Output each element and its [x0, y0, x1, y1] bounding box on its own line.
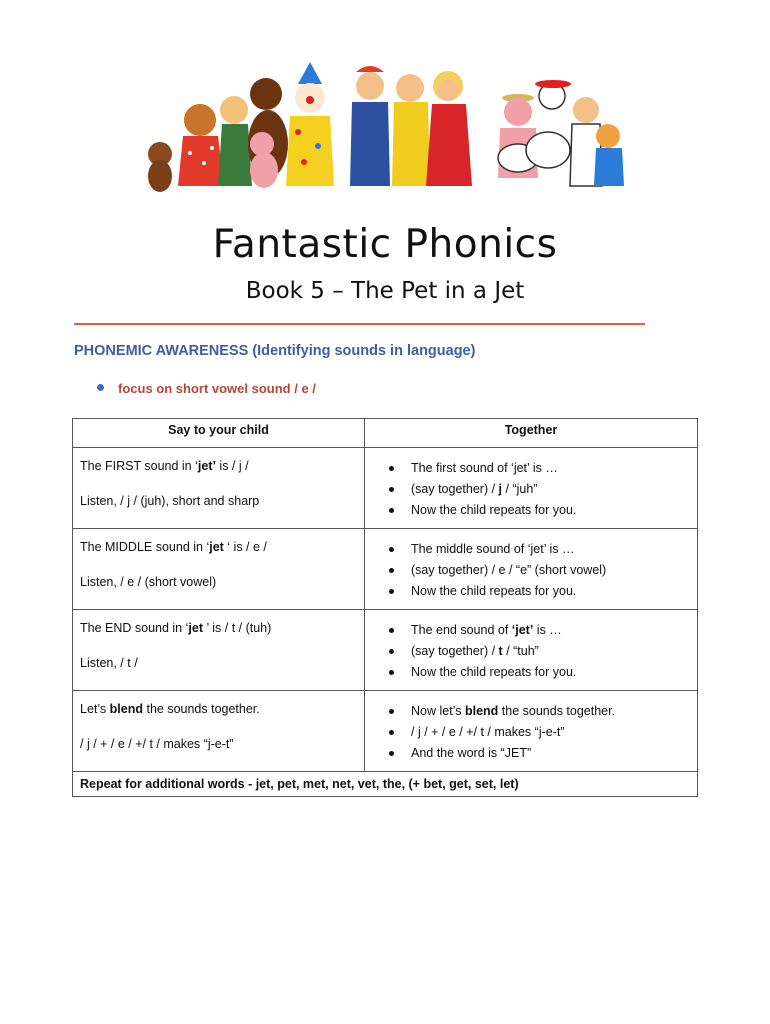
bullet-icon [97, 384, 104, 391]
list-item: Now the child repeats for you. [365, 581, 691, 602]
header-say-to-child: Say to your child [73, 419, 365, 448]
bullet-icon [389, 508, 394, 513]
list-item: Now the child repeats for you. [365, 500, 691, 521]
say-line: The MIDDLE sound in ‘jet ‘ is / e / [80, 540, 267, 554]
say-cell [73, 691, 365, 772]
bullet-icon [389, 466, 394, 471]
say-line: The END sound in ‘jet ’ is / t / (tuh) [80, 621, 272, 635]
focus-item-text: focus on short vowel sound / e / [118, 381, 316, 396]
together-cell [365, 448, 698, 529]
dog-figure [498, 80, 571, 172]
table-row [73, 529, 698, 610]
list-item: The end sound of ‘jet’ is … [365, 620, 691, 641]
page-title: Fantastic Phonics [212, 222, 558, 267]
title-divider [74, 323, 645, 325]
repeat-words-note: Repeat for additional words - jet, pet, met, net, vet, the, (+ bet, get, set, let) [73, 772, 698, 797]
list-item: The first sound of ‘jet’ is … [365, 458, 691, 479]
together-cell [365, 691, 698, 772]
say-line: Listen, / t / [80, 656, 138, 670]
woman-figure [218, 96, 252, 186]
characters-illustration [138, 58, 632, 198]
say-cell [73, 610, 365, 691]
bullet-icon [389, 730, 394, 735]
list-item: / j / + / e / +/ t / makes “j-e-t” [365, 722, 691, 743]
bullet-icon [389, 628, 394, 633]
say-line: Listen, / j / (juh), short and sharp [80, 494, 260, 508]
woman-red-dress-figure [426, 71, 472, 186]
bullet-icon [389, 547, 394, 552]
table-header-row [73, 419, 698, 448]
farmer-figure [350, 66, 390, 186]
bullet-icon [389, 709, 394, 714]
together-cell [365, 529, 698, 610]
lesson-table [72, 418, 698, 797]
list-item: Now the child repeats for you. [365, 662, 691, 683]
say-cell [73, 529, 365, 610]
list-item: And the word is “JET” [365, 743, 691, 764]
bullet-icon [389, 589, 394, 594]
header-together: Together [365, 419, 698, 448]
focus-list-item [97, 381, 316, 396]
table-row [73, 610, 698, 691]
list-item: Now let’s blend the sounds together. [365, 701, 691, 722]
small-boy-figure [594, 124, 624, 186]
say-line: Let’s blend the sounds together. [80, 702, 260, 716]
say-line: / j / + / e / +/ t / makes “j-e-t” [80, 737, 234, 751]
bullet-icon [389, 670, 394, 675]
page-subtitle: Book 5 – The Pet in a Jet [245, 278, 525, 304]
section-heading: PHONEMIC AWARENESS (Identifying sounds in language) [74, 343, 476, 359]
clown-figure [286, 62, 334, 186]
bullet-icon [389, 751, 394, 756]
list-item: (say together) / j / “juh” [365, 479, 691, 500]
small-bear-figure [148, 142, 172, 192]
list-item: (say together) / e / “e” (short vowel) [365, 560, 691, 581]
man-yellow-shirt-figure [392, 74, 430, 186]
say-line: Listen, / e / (short vowel) [80, 575, 217, 589]
say-line: The FIRST sound in ‘jet’ is / j / [80, 459, 249, 473]
together-cell [365, 610, 698, 691]
list-item: The middle sound of ‘jet’ is … [365, 539, 691, 560]
list-item: (say together) / t / “tuh” [365, 641, 691, 662]
girl-bear-figure [178, 104, 224, 186]
table-row [73, 691, 698, 772]
bullet-icon [389, 649, 394, 654]
table-footer-row [73, 772, 698, 797]
bullet-icon [389, 487, 394, 492]
bullet-icon [389, 568, 394, 573]
cartoon-characters-banner [138, 58, 632, 198]
say-cell [73, 448, 365, 529]
table-row [73, 448, 698, 529]
